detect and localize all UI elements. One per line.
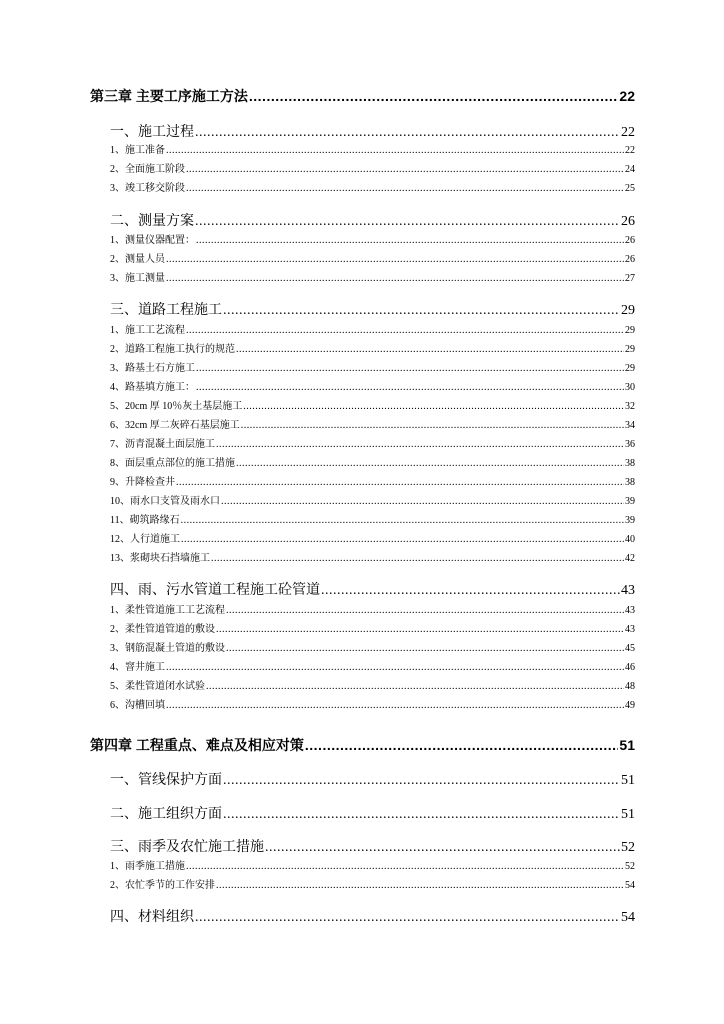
dot-leader bbox=[186, 183, 624, 194]
toc-title: 8、面层重点部位的施工措施 bbox=[110, 458, 235, 469]
toc-title: 2、道路工程施工执行的规范 bbox=[110, 344, 235, 355]
toc-section[interactable] bbox=[110, 769, 635, 789]
toc-item[interactable] bbox=[110, 378, 635, 393]
toc-page-number: 26 bbox=[625, 235, 635, 246]
toc-page-number: 39 bbox=[625, 496, 635, 507]
toc-chapter-3[interactable] bbox=[90, 86, 635, 106]
toc-item[interactable] bbox=[110, 601, 635, 616]
toc-item[interactable] bbox=[110, 269, 635, 284]
toc-page-number: 38 bbox=[625, 458, 635, 469]
dot-leader bbox=[186, 861, 624, 872]
toc-title: 11、砌筑路缘石 bbox=[110, 515, 180, 526]
toc-item[interactable] bbox=[110, 658, 635, 673]
toc-item[interactable] bbox=[110, 549, 635, 564]
dot-leader bbox=[195, 910, 620, 926]
toc-page-number: 24 bbox=[625, 164, 635, 175]
toc-title: 6、32cm 厚二灰碎石基层施工 bbox=[110, 420, 240, 431]
toc-item[interactable] bbox=[110, 250, 635, 265]
toc-item[interactable] bbox=[110, 321, 635, 336]
toc-page-number: 51 bbox=[621, 773, 635, 788]
toc-page-number: 29 bbox=[625, 344, 635, 355]
toc-page-number: 32 bbox=[625, 401, 635, 412]
toc-page-number: 52 bbox=[621, 840, 635, 855]
dot-leader bbox=[196, 235, 624, 246]
toc-title: 3、钢筋混凝土管道的敷设 bbox=[110, 643, 225, 654]
toc-page-number: 30 bbox=[625, 382, 635, 393]
dot-leader bbox=[166, 662, 624, 673]
toc-title: 4、路基填方施工： bbox=[110, 382, 195, 393]
toc-page-number: 51 bbox=[619, 737, 635, 753]
dot-leader bbox=[216, 880, 624, 891]
toc-title: 二、施工组织方面 bbox=[110, 807, 222, 822]
toc-item[interactable] bbox=[110, 639, 635, 654]
toc-title: 12、人行道施工 bbox=[110, 534, 180, 545]
dot-leader bbox=[249, 88, 619, 104]
dot-leader bbox=[211, 553, 624, 564]
toc-title: 1、施工工艺流程 bbox=[110, 325, 185, 336]
toc-item[interactable] bbox=[110, 696, 635, 711]
toc-page-number: 39 bbox=[625, 515, 635, 526]
toc-page-number: 46 bbox=[625, 662, 635, 673]
toc-title: 1、施工准备 bbox=[110, 145, 165, 156]
toc-title: 2、柔性管道管道的敷设 bbox=[110, 624, 215, 635]
toc-item[interactable] bbox=[110, 620, 635, 635]
dot-leader bbox=[221, 496, 624, 507]
toc-section[interactable] bbox=[110, 803, 635, 823]
toc-title: 1、测量仪器配置： bbox=[110, 235, 195, 246]
toc-page-number: 40 bbox=[625, 534, 635, 545]
toc-title: 6、沟槽回填 bbox=[110, 700, 165, 711]
toc-page-number: 48 bbox=[625, 681, 635, 692]
toc-title: 3、竣工移交阶段 bbox=[110, 183, 185, 194]
toc-item[interactable] bbox=[110, 530, 635, 545]
toc-page-number: 26 bbox=[621, 214, 635, 229]
toc-page-number: 22 bbox=[625, 145, 635, 156]
dot-leader bbox=[223, 807, 620, 823]
toc-page-number: 43 bbox=[625, 624, 635, 635]
dot-leader bbox=[305, 737, 619, 753]
toc-item[interactable] bbox=[110, 454, 635, 469]
toc-page-number: 38 bbox=[625, 477, 635, 488]
toc-item[interactable] bbox=[110, 340, 635, 355]
dot-leader bbox=[236, 344, 624, 355]
dot-leader bbox=[195, 214, 620, 230]
toc-section[interactable] bbox=[110, 579, 635, 599]
toc-page-number: 43 bbox=[625, 605, 635, 616]
toc-section[interactable] bbox=[110, 906, 635, 926]
toc-title: 7、沥青混凝土面层施工 bbox=[110, 439, 215, 450]
toc-page-number: 52 bbox=[625, 861, 635, 872]
toc-chapter-4[interactable] bbox=[90, 735, 635, 755]
toc-page-number: 45 bbox=[625, 643, 635, 654]
dot-leader bbox=[181, 515, 624, 526]
toc-title: 4、窨井施工 bbox=[110, 662, 165, 673]
toc-item[interactable] bbox=[110, 359, 635, 374]
toc-page-number: 29 bbox=[625, 325, 635, 336]
toc-item[interactable] bbox=[110, 416, 635, 431]
toc-section[interactable] bbox=[110, 121, 635, 141]
toc-page-number: 43 bbox=[621, 583, 635, 598]
toc-item[interactable] bbox=[110, 397, 635, 412]
toc-item[interactable] bbox=[110, 231, 635, 246]
dot-leader bbox=[226, 605, 624, 616]
toc-title: 5、20cm 厚 10％灰土基层施工 bbox=[110, 401, 243, 412]
toc-item[interactable] bbox=[110, 677, 635, 692]
toc-item[interactable] bbox=[110, 473, 635, 488]
toc-title: 第四章 工程重点、难点及相应对策 bbox=[90, 737, 304, 753]
toc-item[interactable] bbox=[110, 435, 635, 450]
toc-item[interactable] bbox=[110, 492, 635, 507]
toc-title: 三、雨季及农忙施工措施 bbox=[110, 840, 264, 855]
dot-leader bbox=[226, 643, 624, 654]
dot-leader bbox=[181, 534, 624, 545]
toc-page-number: 36 bbox=[625, 439, 635, 450]
dot-leader bbox=[216, 439, 624, 450]
dot-leader bbox=[223, 773, 620, 789]
dot-leader bbox=[166, 273, 624, 284]
dot-leader bbox=[321, 583, 620, 599]
toc-title: 一、管线保护方面 bbox=[110, 773, 222, 788]
toc-item[interactable] bbox=[110, 160, 635, 175]
toc-title: 一、施工过程 bbox=[110, 125, 194, 140]
dot-leader bbox=[166, 254, 624, 265]
toc-page-number: 29 bbox=[625, 363, 635, 374]
dot-leader bbox=[196, 382, 624, 393]
toc-title: 1、雨季施工措施 bbox=[110, 861, 185, 872]
toc-title: 第三章 主要工序施工方法 bbox=[90, 88, 248, 104]
toc-title: 10、雨水口支管及雨水口 bbox=[110, 496, 220, 507]
toc-page-number: 42 bbox=[625, 553, 635, 564]
dot-leader bbox=[265, 840, 620, 856]
toc-item[interactable] bbox=[110, 141, 635, 156]
toc-title: 3、施工测量 bbox=[110, 273, 165, 284]
toc-item[interactable] bbox=[110, 511, 635, 526]
toc-title: 四、材料组织 bbox=[110, 910, 194, 925]
toc-item[interactable] bbox=[110, 876, 635, 891]
dot-leader bbox=[206, 681, 624, 692]
toc-page-number: 51 bbox=[621, 807, 635, 822]
toc-title: 13、浆砌块石挡墙施工 bbox=[110, 553, 210, 564]
dot-leader bbox=[186, 325, 624, 336]
dot-leader bbox=[166, 700, 624, 711]
toc-page-number: 49 bbox=[625, 700, 635, 711]
dot-leader bbox=[243, 401, 624, 412]
toc-title: 5、柔性管道闭水试验 bbox=[110, 681, 205, 692]
toc-section[interactable] bbox=[110, 299, 635, 319]
dot-leader bbox=[195, 125, 620, 141]
dot-leader bbox=[241, 420, 624, 431]
toc-page-number: 22 bbox=[619, 88, 635, 104]
toc-page-number: 27 bbox=[625, 273, 635, 284]
toc-title: 2、全面施工阶段 bbox=[110, 164, 185, 175]
toc-title: 9、升降检查井 bbox=[110, 477, 175, 488]
toc-title: 2、农忙季节的工作安排 bbox=[110, 880, 215, 891]
dot-leader bbox=[166, 145, 624, 156]
dot-leader bbox=[196, 363, 624, 374]
dot-leader bbox=[186, 164, 624, 175]
dot-leader bbox=[236, 458, 624, 469]
toc-page-number: 22 bbox=[621, 125, 635, 140]
toc-page-number: 25 bbox=[625, 183, 635, 194]
dot-leader bbox=[176, 477, 624, 488]
toc-title: 三、道路工程施工 bbox=[110, 303, 222, 318]
toc-section[interactable] bbox=[110, 836, 635, 856]
toc-page-number: 54 bbox=[621, 910, 635, 925]
toc-item[interactable] bbox=[110, 857, 635, 872]
toc-title: 二、测量方案 bbox=[110, 214, 194, 229]
toc-page-number: 34 bbox=[625, 420, 635, 431]
dot-leader bbox=[223, 303, 620, 319]
toc-title: 2、测量人员 bbox=[110, 254, 165, 265]
toc-title: 1、柔性管道施工工艺流程 bbox=[110, 605, 225, 616]
toc-page-number: 54 bbox=[625, 880, 635, 891]
toc-page-number: 29 bbox=[621, 303, 635, 318]
toc-page-number: 26 bbox=[625, 254, 635, 265]
toc-item[interactable] bbox=[110, 179, 635, 194]
dot-leader bbox=[216, 624, 624, 635]
toc-title: 3、路基土石方施工 bbox=[110, 363, 195, 374]
toc-title: 四、雨、污水管道工程施工砼管道 bbox=[110, 583, 320, 598]
toc-section[interactable] bbox=[110, 210, 635, 230]
